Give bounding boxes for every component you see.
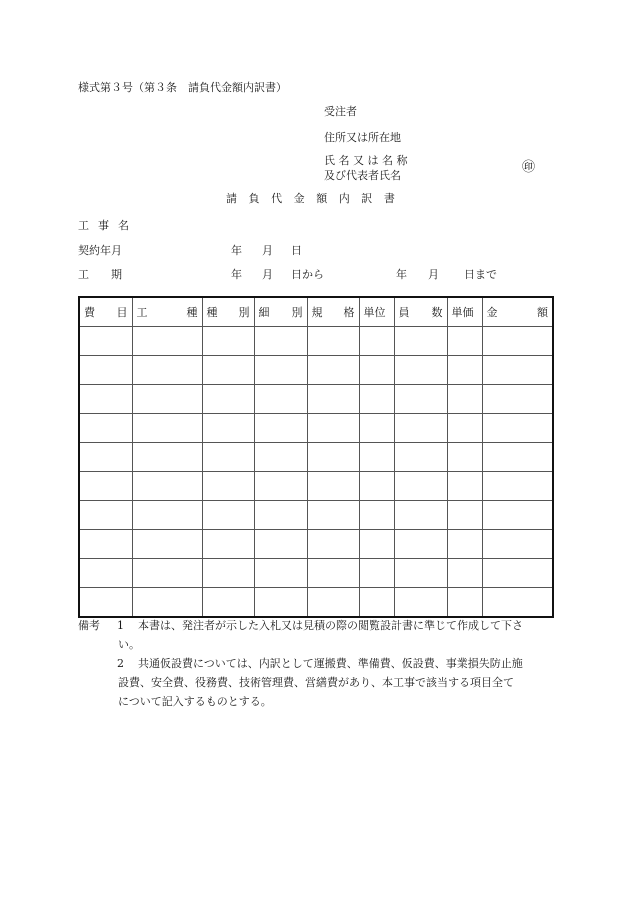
table-cell[interactable] bbox=[254, 472, 307, 501]
table-cell[interactable] bbox=[359, 443, 394, 472]
table-body bbox=[79, 327, 553, 618]
table-cell[interactable] bbox=[447, 559, 482, 588]
table-cell[interactable] bbox=[307, 501, 359, 530]
note-2-line3: について記入するものとする。 bbox=[118, 695, 272, 708]
notes-label: 備考 bbox=[78, 619, 100, 632]
header-left: 単位 bbox=[363, 306, 386, 319]
table-row bbox=[79, 472, 553, 501]
table-cell[interactable] bbox=[447, 327, 482, 356]
table-cell[interactable] bbox=[254, 501, 307, 530]
table-cell[interactable] bbox=[359, 501, 394, 530]
table-header-row bbox=[79, 297, 553, 327]
table-cell[interactable] bbox=[482, 472, 553, 501]
header-right: 別 bbox=[291, 306, 303, 319]
table-cell[interactable] bbox=[132, 385, 202, 414]
table-cell[interactable] bbox=[254, 385, 307, 414]
table-cell[interactable] bbox=[307, 472, 359, 501]
header-left: 単価 bbox=[451, 306, 474, 319]
table-cell[interactable] bbox=[132, 588, 202, 618]
table-cell[interactable] bbox=[79, 385, 132, 414]
table-cell[interactable] bbox=[254, 327, 307, 356]
table-cell[interactable] bbox=[447, 356, 482, 385]
header-left: 細 bbox=[258, 306, 270, 319]
table-cell[interactable] bbox=[132, 501, 202, 530]
header-right: 格 bbox=[343, 306, 355, 319]
table-cell[interactable] bbox=[132, 327, 202, 356]
table-cell[interactable] bbox=[254, 530, 307, 559]
table-cell[interactable] bbox=[202, 356, 254, 385]
table-cell[interactable] bbox=[132, 530, 202, 559]
table-row bbox=[79, 501, 553, 530]
table-cell[interactable] bbox=[132, 472, 202, 501]
table-cell[interactable] bbox=[447, 443, 482, 472]
table-cell[interactable] bbox=[482, 501, 553, 530]
table-cell[interactable] bbox=[132, 414, 202, 443]
table-cell[interactable] bbox=[132, 356, 202, 385]
table-cell[interactable] bbox=[202, 414, 254, 443]
table-cell[interactable] bbox=[254, 559, 307, 588]
table-cell[interactable] bbox=[394, 530, 447, 559]
table-cell[interactable] bbox=[307, 414, 359, 443]
table-cell[interactable] bbox=[394, 559, 447, 588]
header-right: 別 bbox=[238, 306, 250, 319]
table-row bbox=[79, 356, 553, 385]
header-right: 数 bbox=[431, 306, 443, 319]
column-header-subcategory bbox=[254, 297, 307, 327]
table-cell[interactable] bbox=[394, 327, 447, 356]
table-cell[interactable] bbox=[482, 443, 553, 472]
header-left: 金 bbox=[486, 306, 498, 319]
table-cell[interactable] bbox=[359, 385, 394, 414]
contract-year: 年 bbox=[231, 244, 242, 257]
table-cell[interactable] bbox=[79, 443, 132, 472]
table-cell[interactable] bbox=[307, 588, 359, 618]
column-header-expense-item bbox=[79, 297, 132, 327]
table-cell[interactable] bbox=[79, 588, 132, 618]
header-right: 種 bbox=[186, 306, 198, 319]
table-cell[interactable] bbox=[202, 385, 254, 414]
table-cell[interactable] bbox=[482, 530, 553, 559]
column-header-specification bbox=[307, 297, 359, 327]
column-header-work-type bbox=[132, 297, 202, 327]
table-row bbox=[79, 530, 553, 559]
table-cell[interactable] bbox=[307, 443, 359, 472]
address-label: 住所又は所在地 bbox=[324, 131, 401, 144]
table-cell[interactable] bbox=[394, 588, 447, 618]
name-label-line1: 氏 名 又 は 名 称 bbox=[324, 154, 408, 167]
header-left: 種 bbox=[206, 306, 218, 319]
table-cell[interactable] bbox=[79, 559, 132, 588]
table-cell[interactable] bbox=[447, 588, 482, 618]
header-left: 工 bbox=[136, 306, 148, 319]
header-left: 費 bbox=[84, 306, 95, 319]
table-cell[interactable] bbox=[482, 327, 553, 356]
table-cell[interactable] bbox=[202, 530, 254, 559]
column-header-quantity bbox=[394, 297, 447, 327]
document-title: 請負代金額内訳書 bbox=[226, 192, 407, 205]
column-header-unit-price bbox=[447, 297, 482, 327]
contractor-heading: 受注者 bbox=[324, 105, 357, 118]
table-cell[interactable] bbox=[447, 530, 482, 559]
header-left: 規 bbox=[311, 306, 323, 319]
table-row bbox=[79, 443, 553, 472]
period-to-day: 日まで bbox=[464, 268, 497, 281]
period-label: 工 期 bbox=[78, 268, 122, 281]
table-cell[interactable] bbox=[447, 414, 482, 443]
table-cell[interactable] bbox=[79, 472, 132, 501]
table-cell[interactable] bbox=[254, 356, 307, 385]
period-from-month: 月 bbox=[262, 268, 273, 281]
table-cell[interactable] bbox=[79, 501, 132, 530]
table-cell[interactable] bbox=[482, 559, 553, 588]
note-2-line1: 共通仮設費については、内訳として運搬費、準備費、仮設費、事業損失防止施 bbox=[138, 657, 523, 670]
table-cell[interactable] bbox=[79, 327, 132, 356]
table-cell[interactable] bbox=[482, 385, 553, 414]
table-cell[interactable] bbox=[482, 414, 553, 443]
period-from-day: 日から bbox=[291, 268, 324, 281]
table-cell[interactable] bbox=[307, 385, 359, 414]
header-right: 額 bbox=[537, 306, 548, 319]
header-right: 目 bbox=[116, 306, 128, 319]
table-cell[interactable] bbox=[394, 385, 447, 414]
table-cell[interactable] bbox=[394, 356, 447, 385]
table-cell[interactable] bbox=[79, 414, 132, 443]
table-row bbox=[79, 414, 553, 443]
contract-month: 月 bbox=[262, 244, 273, 257]
table-cell[interactable] bbox=[394, 443, 447, 472]
column-header-category bbox=[202, 297, 254, 327]
table-cell[interactable] bbox=[202, 472, 254, 501]
table-cell[interactable] bbox=[359, 559, 394, 588]
note-2-line2: 設費、安全費、役務費、技術管理費、営繕費があり、本工事で該当する項目全て bbox=[118, 676, 514, 689]
table-cell[interactable] bbox=[132, 443, 202, 472]
breakdown-table bbox=[78, 296, 554, 618]
table-cell[interactable] bbox=[447, 501, 482, 530]
header-left: 員 bbox=[398, 306, 410, 319]
table-cell[interactable] bbox=[394, 472, 447, 501]
table-cell[interactable] bbox=[307, 530, 359, 559]
table-cell[interactable] bbox=[132, 559, 202, 588]
table-cell[interactable] bbox=[359, 327, 394, 356]
table-cell[interactable] bbox=[482, 588, 553, 618]
project-name-label: 工 事 名 bbox=[78, 219, 132, 232]
period-to-year: 年 bbox=[396, 268, 407, 281]
table-cell[interactable] bbox=[394, 501, 447, 530]
note-1-line2: い。 bbox=[118, 638, 140, 651]
table-cell[interactable] bbox=[202, 588, 254, 618]
table-cell[interactable] bbox=[482, 356, 553, 385]
column-header-unit bbox=[359, 297, 394, 327]
contract-day: 日 bbox=[291, 244, 302, 257]
table-cell[interactable] bbox=[359, 530, 394, 559]
contract-date-label: 契約年月 bbox=[78, 244, 122, 257]
table-cell[interactable] bbox=[254, 443, 307, 472]
table-row bbox=[79, 327, 553, 356]
period-from-year: 年 bbox=[231, 268, 242, 281]
table-cell[interactable] bbox=[79, 356, 132, 385]
table-row bbox=[79, 385, 553, 414]
table-cell[interactable] bbox=[202, 559, 254, 588]
note-1-number: 1 bbox=[117, 619, 124, 632]
table-cell[interactable] bbox=[254, 588, 307, 618]
table-cell[interactable] bbox=[307, 356, 359, 385]
table-cell[interactable] bbox=[202, 443, 254, 472]
table-cell[interactable] bbox=[254, 414, 307, 443]
note-1-line1: 本書は、発注者が示した入札又は見積の際の閲覧設計書に準じて作成して下さ bbox=[138, 619, 523, 632]
table-cell[interactable] bbox=[307, 559, 359, 588]
table-cell[interactable] bbox=[359, 356, 394, 385]
table-cell[interactable] bbox=[447, 385, 482, 414]
note-2-number: 2 bbox=[117, 657, 124, 670]
table-cell[interactable] bbox=[307, 327, 359, 356]
name-label-line2: 及び代表者氏名 bbox=[324, 169, 401, 182]
table-cell[interactable] bbox=[359, 588, 394, 618]
table-row bbox=[79, 588, 553, 618]
table-cell[interactable] bbox=[202, 501, 254, 530]
table-cell[interactable] bbox=[394, 414, 447, 443]
seal-mark-icon: ㊞ bbox=[522, 160, 536, 175]
table-cell[interactable] bbox=[447, 472, 482, 501]
table-cell[interactable] bbox=[202, 327, 254, 356]
table-cell[interactable] bbox=[359, 414, 394, 443]
form-number: 様式第３号（第３条 請負代金額内訳書） bbox=[78, 81, 287, 94]
table-cell[interactable] bbox=[359, 472, 394, 501]
column-header-amount bbox=[482, 297, 553, 327]
period-to-month: 月 bbox=[428, 268, 439, 281]
table-cell[interactable] bbox=[79, 530, 132, 559]
table-row bbox=[79, 559, 553, 588]
